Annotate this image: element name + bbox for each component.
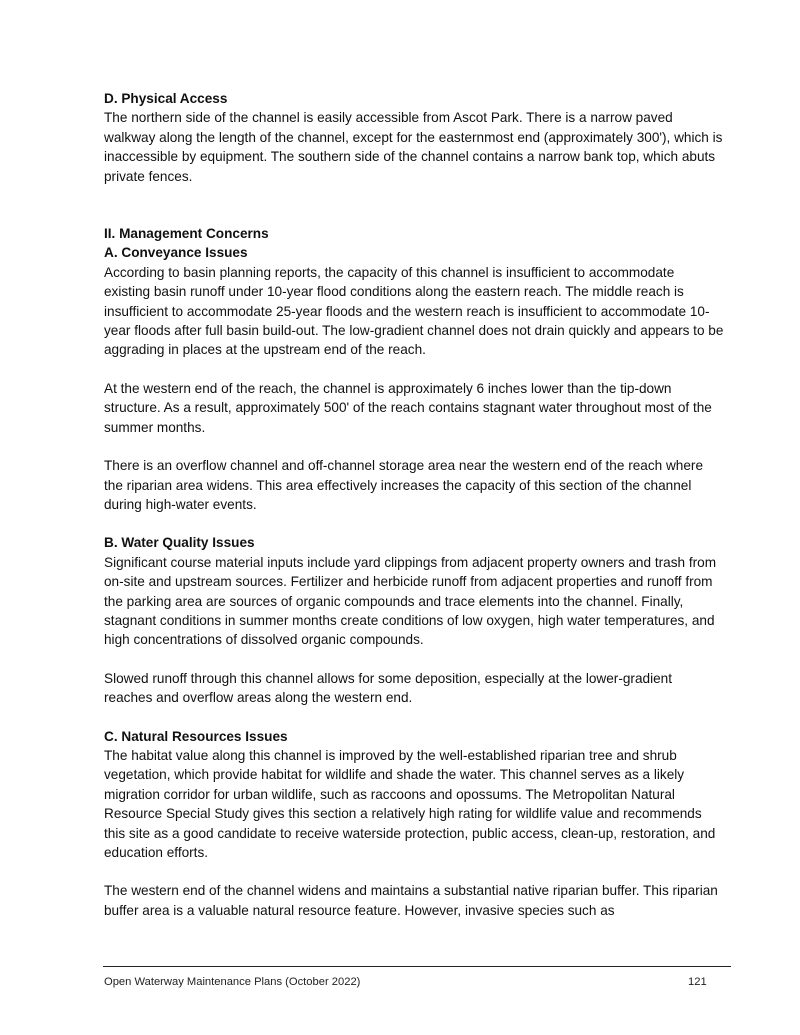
spacer xyxy=(104,437,724,456)
spacer xyxy=(104,862,724,881)
footer-divider xyxy=(103,966,731,967)
spacer xyxy=(104,650,724,669)
paragraph-water-quality-2: Slowed runoff through this channel allows for some deposition, especially at the lower-gradient reaches and overflow areas along the western end. xyxy=(104,670,672,706)
subsection-heading-water-quality: B. Water Quality Issues xyxy=(104,535,255,551)
paragraph-natural-resources-1: The habitat value along this channel is improved by the well-established riparian tree and shrub vegetation, which provide habitat for wildlife and shade the water. This channel serves as a likely migration corridor for urban wildlife, such as raccoons and opossums. The Metropolitan Natural Resource Special Study gives this section a relatively high rating for wildlife value and recommends this site as a good candidate to receive waterside protection, public access, clean-up, restoration, and education efforts. xyxy=(104,747,716,860)
section-heading-management-concerns: II. Management Concerns xyxy=(104,226,269,242)
subsection-heading-natural-resources: C. Natural Resources Issues xyxy=(104,728,288,744)
spacer xyxy=(104,186,724,224)
subsection-heading-conveyance-issues: A. Conveyance Issues xyxy=(104,245,248,261)
paragraph-conveyance-3: There is an overflow channel and off-channel storage area near the western end of the reach where the riparian area widens. This area effectively increases the capacity of this section of the channel during high-water events. xyxy=(104,458,704,512)
paragraph-conveyance-1: According to basin planning reports, the capacity of this channel is insufficient to accommodate existing basin runoff under 10-year flood conditions along the eastern reach. The middle reach is insufficient to accommodate 25-year floods and the western reach is insufficient to accommodate 10-year floods after full basin build-out. The low-gradient channel does not drain quickly and appears to be aggrading in places at the upstream end of the reach. xyxy=(104,264,724,358)
footer-document-title: Open Waterway Maintenance Plans (October 2022) xyxy=(104,976,361,988)
document-body xyxy=(104,89,724,920)
paragraph-physical-access: The northern side of the channel is easily accessible from Ascot Park. There is a narrow paved walkway along the length of the channel, except for the easternmost end (approximately 300'), which is inaccessible by equipment. The southern side of the channel contains a narrow bank top, which abuts private fences. xyxy=(104,110,723,184)
paragraph-conveyance-2: At the western end of the reach, the channel is approximately 6 inches lower than the tip-down structure. As a result, approximately 500' of the reach contains stagnant water throughout most of the summer months. xyxy=(104,380,712,435)
spacer xyxy=(104,708,724,727)
section-heading-physical-access: D. Physical Access xyxy=(104,91,228,106)
paragraph-natural-resources-2: The western end of the channel widens and maintains a substantial native riparian buffer. This riparian buffer area is a valuable natural resource feature. However, invasive species such as xyxy=(104,883,718,918)
spacer xyxy=(104,514,724,533)
footer-page-number: 121 xyxy=(688,976,707,988)
spacer xyxy=(104,360,724,379)
paragraph-water-quality-1: Significant course material inputs include yard clippings from adjacent property owners and trash from on-site and upstream sources. Fertilizer and herbicide runoff from adjacent properties and runoff from the parking area are sources of organic compounds and trace elements into the channel. Finally, stagnant conditions in summer months create conditions of low oxygen, high water temperatures, and high concentrations of dissolved organic compounds. xyxy=(104,554,717,648)
